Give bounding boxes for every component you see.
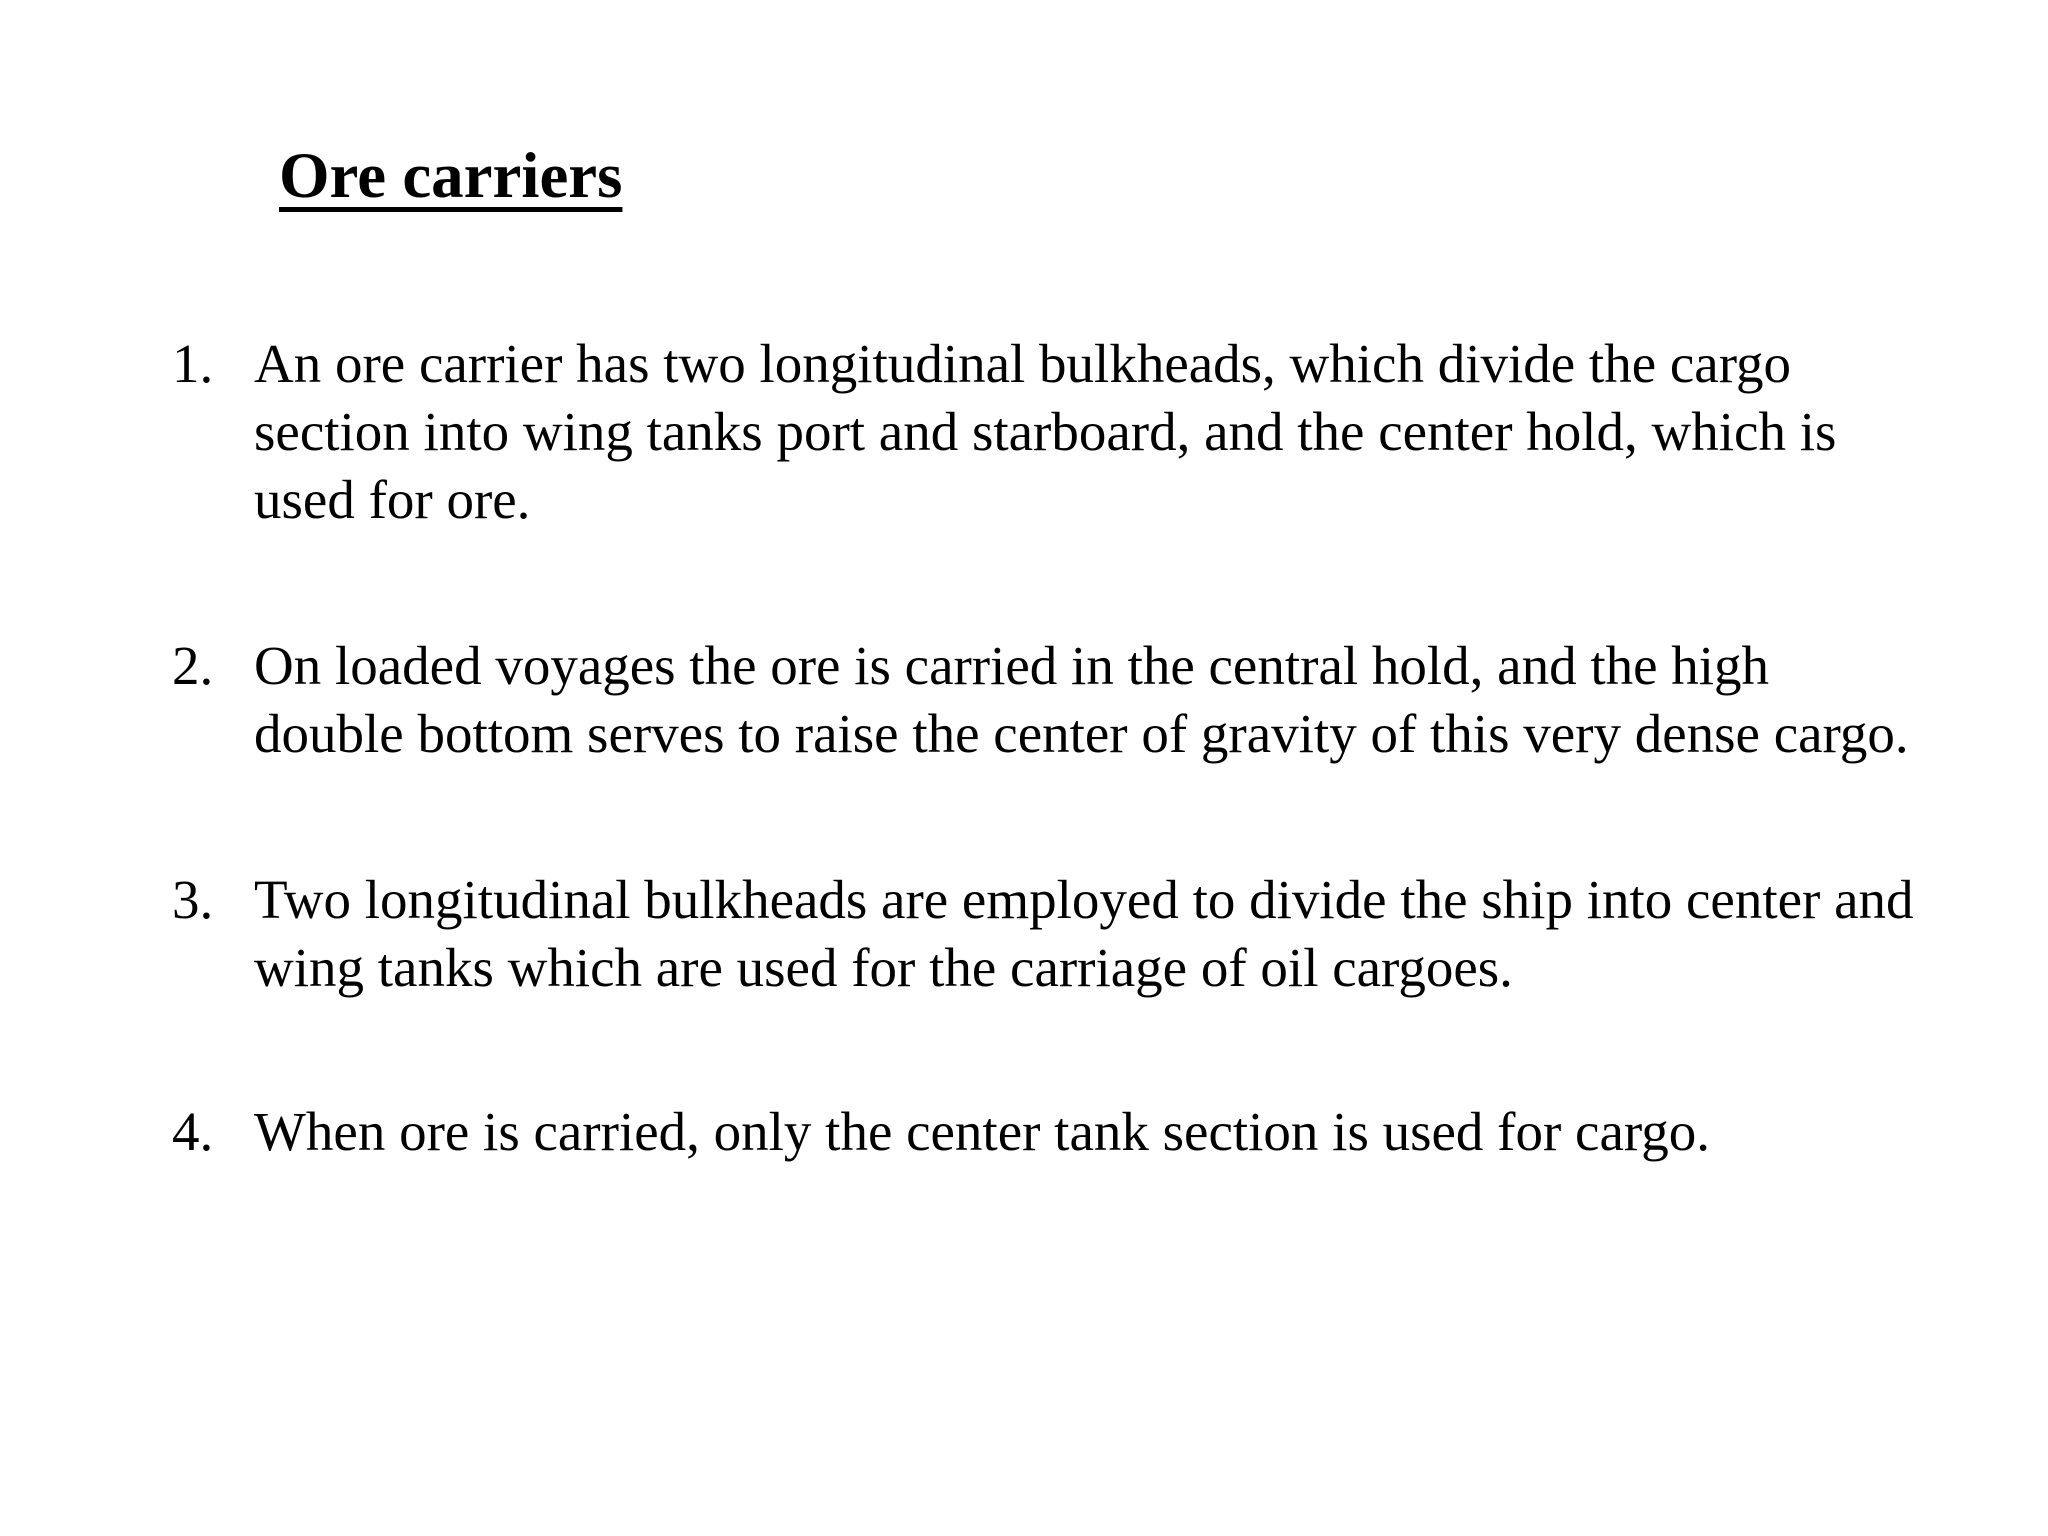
point-item-4 [172, 1098, 1932, 1166]
numbered-point-list [172, 330, 1932, 1264]
point-item-2 [172, 632, 1932, 768]
point-number: 4. [172, 1101, 214, 1162]
point-item-1 [172, 330, 1932, 534]
point-text: When ore is carried, only the center tank section is used for cargo. [254, 1101, 1710, 1162]
point-item-3 [172, 866, 1932, 1002]
point-number: 2. [172, 635, 214, 696]
point-text: Two longitudinal bulkheads are employed to divide the ship into center and wing tanks which are used for the carriage of oil cargoes. [254, 869, 1914, 998]
point-text: On loaded voyages the ore is carried in the central hold, and the high double bottom serves to raise the center of gravity of this very dense cargo. [254, 635, 1909, 764]
point-text: An ore carrier has two longitudinal bulkheads, which divide the cargo section into wing tanks port and starboard, and the center hold, which is used for ore. [254, 333, 1837, 530]
point-number: 3. [172, 869, 214, 930]
point-number: 1. [172, 333, 214, 394]
slide-title: Ore carriers [279, 140, 623, 212]
